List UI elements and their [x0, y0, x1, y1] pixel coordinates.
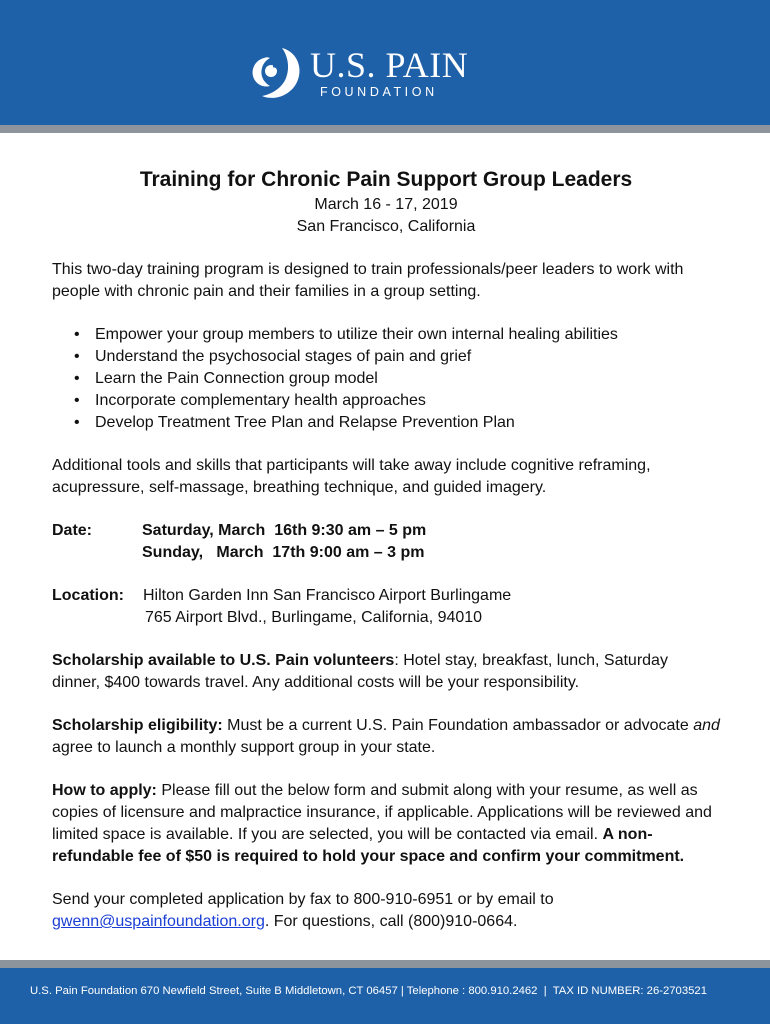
- list-item: • Understand the psychosocial stages of pain and grief: [95, 346, 720, 368]
- date-line-sunday: Sunday, March 17th 9:00 am – 3 pm: [142, 544, 425, 561]
- date-line-saturday: Saturday, March 16th 9:30 am – 5 pm: [142, 522, 427, 539]
- event-place: San Francisco, California: [296, 218, 476, 235]
- apply-paragraph: [52, 780, 720, 868]
- list-item: • Empower your group members to utilize their own internal healing abilities: [95, 324, 720, 346]
- scholarship-text: : Hotel stay, breakfast, lunch, Saturday dinner, $400 towards travel. Any additional costs will be your responsibility.: [52, 652, 668, 691]
- date-label: Date:: [52, 522, 93, 539]
- document-title: Training for Chronic Pain Support Group Leaders: [139, 168, 633, 191]
- list-item: • Learn the Pain Connection group model: [95, 368, 720, 390]
- footer-contact: U.S. Pain Foundation 670 Newfield Street, Suite B Middletown, CT 06457 | Telephone : 800.910.2462 | TAX ID NUMBER: 26-2703521: [30, 985, 707, 997]
- footer-stripe: [0, 960, 770, 968]
- location-row: [52, 585, 720, 629]
- location-address: 765 Airport Blvd., Burlingame, California, 94010: [145, 609, 483, 626]
- location-venue: Hilton Garden Inn San Francisco Airport Burlingame: [143, 587, 512, 604]
- eligibility-text-end: agree to launch a monthly support group in your state.: [52, 739, 436, 756]
- logo-mark-icon: [246, 44, 306, 104]
- list-item: • Develop Treatment Tree Plan and Relapse Prevention Plan: [95, 412, 720, 434]
- us-pain-foundation-logo: [246, 44, 476, 106]
- additional-paragraph: Additional tools and skills that participants will take away include cognitive reframing, acupressure, self-massage, breathing technique, and guided imagery.: [52, 457, 651, 496]
- apply-fee-notice: A non-refundable fee of $50 is required to hold your space and confirm your commitment.: [52, 826, 685, 865]
- email-link[interactable]: gwenn@uspainfoundation.org: [52, 913, 265, 930]
- header-stripe: [0, 125, 770, 133]
- document-body: [52, 166, 720, 933]
- logo-title: U.S. PAIN: [310, 45, 469, 85]
- eligibility-paragraph: [52, 715, 720, 759]
- eligibility-label: Scholarship eligibility:: [52, 717, 223, 734]
- send-text: Send your completed application by fax to 800-910-6951 or by email to: [52, 891, 554, 908]
- send-text-end: . For questions, call (800)910-0664.: [264, 913, 518, 930]
- list-item: • Incorporate complementary health approaches: [95, 390, 720, 412]
- eligibility-text: Must be a current U.S. Pain Foundation ambassador or advocate: [222, 717, 694, 734]
- send-paragraph: [52, 889, 720, 933]
- date-row: [52, 520, 720, 564]
- apply-text: Please fill out the below form and submit along with your resume, as well as copies of licensure and malpractice insurance, if applicable. Applications will be reviewed and limited space is available. If you are selected, you will be contacted via email.: [52, 782, 712, 843]
- objectives-list: [52, 324, 720, 434]
- apply-label: How to apply:: [52, 782, 157, 799]
- logo-subtitle: FOUNDATION: [320, 85, 438, 99]
- scholarship-label: Scholarship available to U.S. Pain volunteers: [52, 652, 395, 669]
- header-banner: [0, 0, 770, 125]
- location-label: Location:: [52, 587, 124, 604]
- event-dates: March 16 - 17, 2019: [314, 196, 458, 213]
- intro-paragraph: This two-day training program is designed to train professionals/peer leaders to work with people with chronic pain and their families in a group setting.: [52, 261, 684, 300]
- eligibility-emphasis: and: [693, 717, 720, 734]
- footer-banner: [0, 960, 770, 1024]
- scholarship-paragraph: [52, 650, 720, 694]
